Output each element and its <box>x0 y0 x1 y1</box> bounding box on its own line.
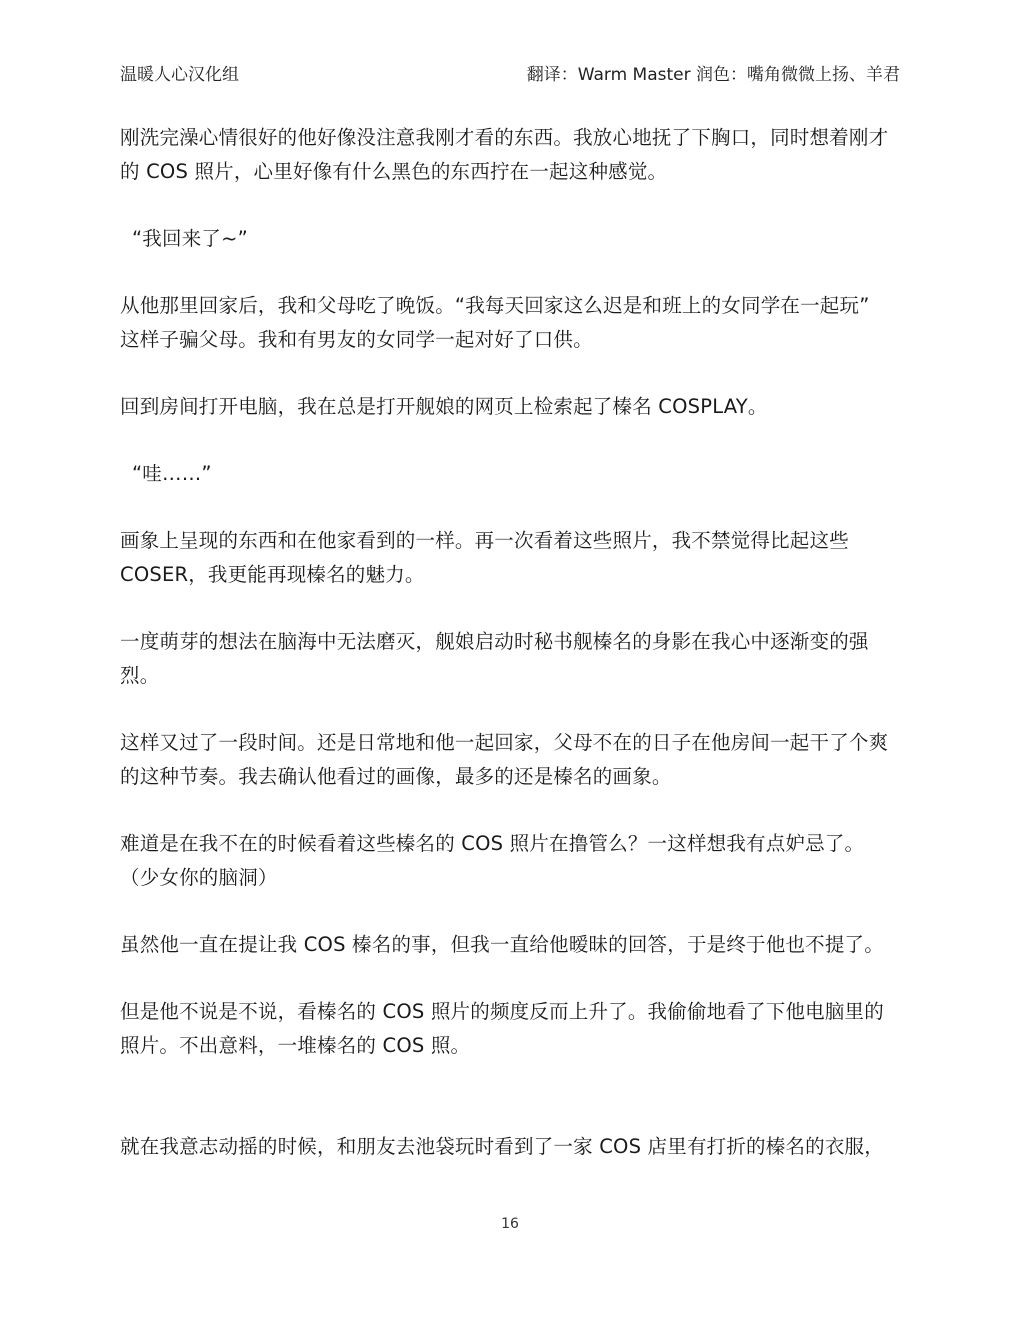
paragraph: 一度萌芽的想法在脑海中无法磨灭，舰娘启动时秘书舰榛名的身影在我心中逐渐变的强 烈。 <box>120 630 869 687</box>
paragraph: 虽然他一直在提让我 COS 榛名的事，但我一直给他暧昧的回答，于是终于他也不提了。 <box>120 933 884 956</box>
translation-group-name: 温暖人心汉化组 <box>120 65 239 85</box>
paragraph: 从他那里回家后，我和父母吃了晚饭。“我每天回家这么迟是和班上的女同学在一起玩” 这样子骗父母。我和有男友的女同学一起对好了口供。 <box>120 294 870 351</box>
paragraph: 难道是在我不在的时候看着这些榛名的 COS 照片在撸管么？一这样想我有点妒忌了。 （少女你的脑洞） <box>120 832 865 889</box>
page-header <box>120 60 900 86</box>
paragraph: 刚洗完澡心情很好的他好像没注意我刚才看的东西。我放心地抚了下胸口，同时想着刚才 的 COS 照片，心里好像有什么黑色的东西拧在一起这种感觉。 <box>120 126 889 183</box>
paragraph: 就在我意志动摇的时候，和朋友去池袋玩时看到了一家 COS 店里有打折的榛名的衣服， <box>120 1135 884 1158</box>
paragraph: 画象上呈现的东西和在他家看到的一样。再一次看着这些照片，我不禁觉得比起这些 COSER，我更能再现榛名的魅力。 <box>120 529 849 586</box>
paragraph: 回到房间打开电脑，我在总是打开舰娘的网页上检索起了榛名 COSPLAY。 <box>120 395 768 418</box>
paragraph: 但是他不说是不说，看榛名的 COS 照片的频度反而上升了。我偷偷地看了下他电脑里的 照片。不出意料，一堆榛名的 COS 照。 <box>120 1000 884 1057</box>
paragraph: 这样又过了一段时间。还是日常地和他一起回家，父母不在的日子在他房间一起干了个爽 的这种节奏。我去确认他看过的画像，最多的还是榛名的画象。 <box>120 731 889 788</box>
paragraph-spacer <box>120 1096 900 1130</box>
dialogue-line: “我回来了~” <box>132 227 248 250</box>
page-number: 16 <box>501 1216 519 1232</box>
translator-credits: 翻译：Warm Master 润色：嘴角微微上扬、羊君 <box>526 65 900 85</box>
document-body <box>120 121 900 1197</box>
dialogue-line: “哇……” <box>132 462 212 485</box>
